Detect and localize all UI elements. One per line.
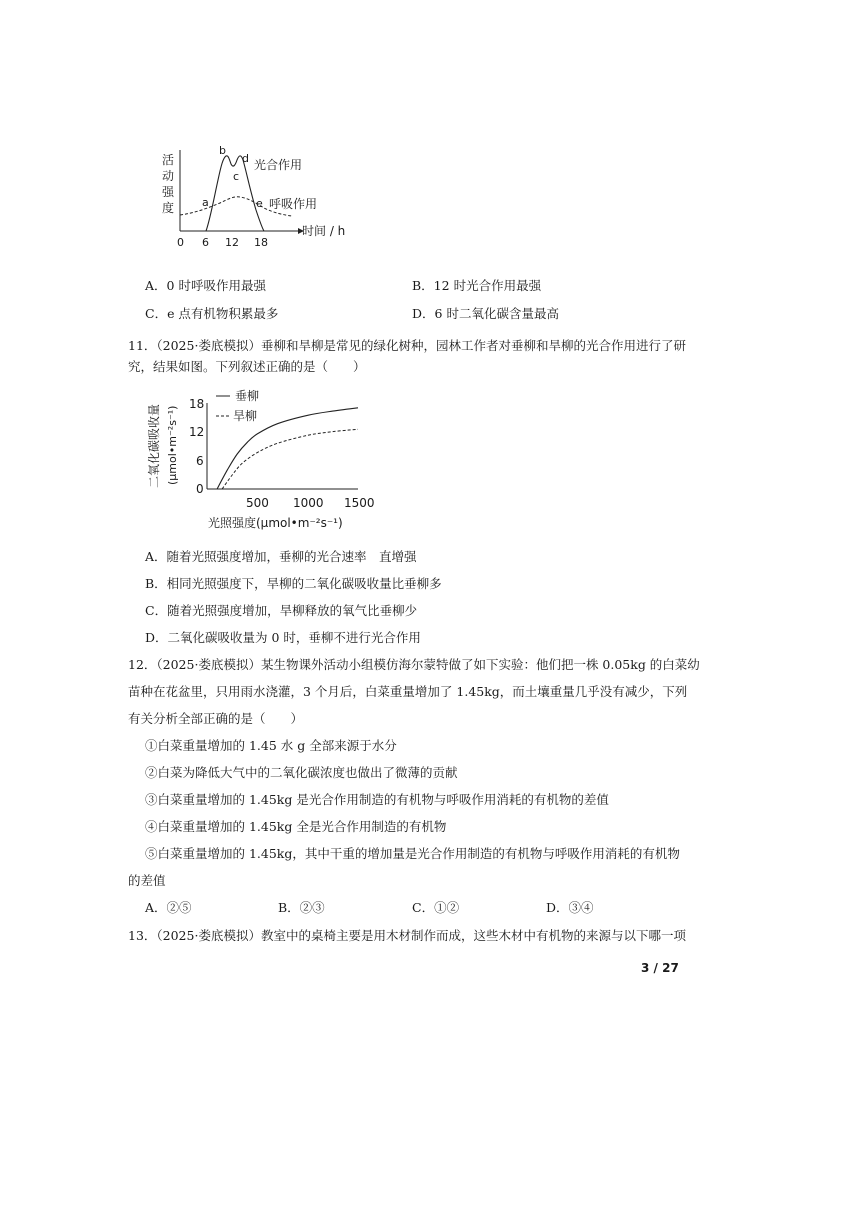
q10-option-d: D．6 时二氧化碳含量最高 — [412, 306, 559, 321]
q12-item-4: ④白菜重量增加的 1.45kg 全是光合作用制造的有机物 — [145, 819, 447, 834]
q11-ytick: 18 — [189, 397, 205, 411]
q10-ylabel-char: 度 — [162, 201, 175, 215]
q10-xtick: 6 — [202, 236, 209, 249]
q10-xlabel: 时间 / h — [302, 224, 346, 238]
q12-item-5-cont: 的差值 — [128, 873, 166, 888]
q10-photosynthesis-label: 光合作用 — [254, 158, 303, 172]
q11-stem-line2: 究，结果如图。下列叙述正确的是（ ） — [128, 359, 366, 374]
q11-xtick: 1500 — [344, 496, 375, 510]
q11-ylabel-line1: 二氧化碳吸收量 — [147, 403, 161, 488]
q10-activity-chart — [150, 140, 360, 250]
q11-option-c: C．随着光照强度增加，旱柳释放的氧气比垂柳少 — [145, 603, 418, 618]
q11-xtick: 1000 — [293, 496, 324, 510]
q11-xtick: 500 — [246, 496, 269, 510]
q12-option-b: B．②③ — [278, 900, 325, 915]
q11-ylabel-line2: (μmol•m⁻²s⁻¹) — [166, 405, 179, 485]
page-number: 3 / 27 — [641, 961, 679, 975]
q12-item-3: ③白菜重量增加的 1.45kg 是光合作用制造的有机物与呼吸作用消耗的有机物的差值 — [145, 792, 609, 807]
q10-ylabel-char: 活 — [162, 153, 175, 167]
q11-ytick: 6 — [196, 454, 204, 468]
q12-option-c: C．①② — [412, 900, 460, 915]
q10-point-a: a — [202, 196, 209, 209]
q10-point-b: b — [219, 144, 226, 157]
q11-xlabel: 光照强度(μmol•m⁻²s⁻¹) — [208, 516, 343, 530]
q10-xtick: 12 — [225, 236, 239, 249]
q11-option-a: A．随着光照强度增加，垂柳的光合速率 直增强 — [145, 549, 417, 564]
q10-point-d: d — [242, 152, 249, 165]
q10-point-c: c — [233, 170, 240, 183]
q13-stem-line1: 13．（2025·娄底模拟）教室中的桌椅主要是用木材制作而成，这些木材中有机物的来源与以下哪一项 — [128, 928, 686, 943]
q10-option-b: B．12 时光合作用最强 — [412, 278, 542, 293]
q11-ytick: 0 — [196, 482, 204, 496]
q10-xtick: 0 — [177, 236, 184, 249]
q10-respiration-label: 呼吸作用 — [269, 197, 318, 211]
q12-item-5: ⑤白菜重量增加的 1.45kg，其中干重的增加量是光合作用制造的有机物与呼吸作用消耗的有机物 — [145, 846, 680, 861]
q12-stem-line2: 苗种在花盆里，只用雨水浇灌，3 个月后，白菜重量增加了 1.45kg，而土壤重量几乎没有减少，下列 — [128, 684, 688, 699]
q12-stem-line3: 有关分析全部正确的是（ ） — [128, 711, 304, 726]
q11-ytick: 12 — [189, 425, 205, 439]
q11-co2-chart — [140, 385, 390, 535]
q12-option-a: A．②⑤ — [145, 900, 192, 915]
q11-option-b: B．相同光照强度下，旱柳的二氧化碳吸收量比垂柳多 — [145, 576, 442, 591]
q10-xtick: 18 — [254, 236, 268, 249]
q12-item-2: ②白菜为降低大气中的二氧化碳浓度也做出了微薄的贡献 — [145, 765, 458, 780]
q12-item-1: ①白菜重量增加的 1.45 水 g 全部来源于水分 — [145, 738, 397, 753]
q11-legend-2: 旱柳 — [233, 409, 258, 423]
q11-series-hanliu — [222, 429, 358, 489]
q11-legend-1: 垂柳 — [235, 389, 260, 403]
q12-stem-line1: 12．（2025·娄底模拟）某生物课外活动小组模仿海尔蒙特做了如下实验：他们把一株 0.05kg 的白菜幼 — [128, 657, 700, 672]
q11-option-d: D．二氧化碳吸收量为 0 时，垂柳不进行光合作用 — [145, 630, 421, 645]
q11-stem-line1: 11．（2025·娄底模拟）垂柳和旱柳是常见的绿化树种，园林工作者对垂柳和旱柳的光合作用进行了研 — [128, 338, 686, 353]
q10-option-c: C．e 点有机物积累最多 — [145, 306, 279, 321]
q10-ylabel-char: 强 — [162, 185, 175, 199]
q12-option-d: D．③④ — [546, 900, 594, 915]
q10-option-a: A．0 时呼吸作用最强 — [145, 278, 266, 293]
q10-point-e: e — [256, 197, 263, 210]
q10-ylabel-char: 动 — [162, 169, 175, 183]
